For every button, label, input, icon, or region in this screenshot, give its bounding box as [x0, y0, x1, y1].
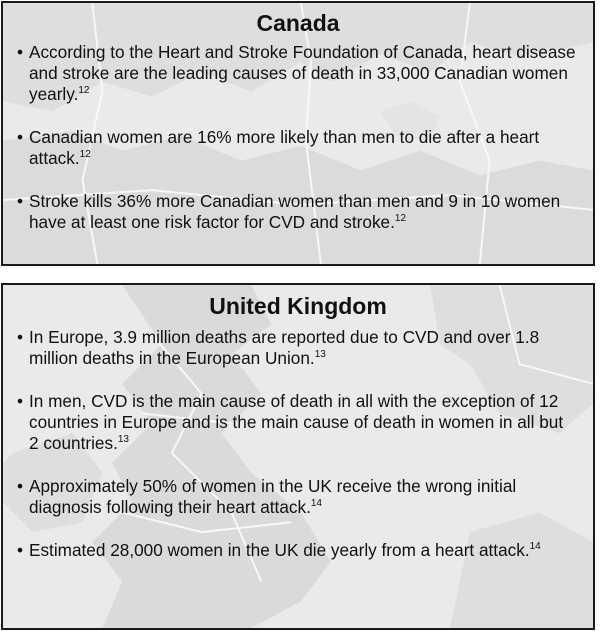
canada-bullet-2	[13, 127, 577, 169]
bullet-text: Estimated 28,000 women in the UK die yearly from a heart attack.	[29, 540, 530, 560]
bullet-dot: •	[17, 540, 24, 560]
bullet-text: In men, CVD is the main cause of death in all with the exception of 12 countries in Europe and is the main cause of death in women in all but 2 countries.	[29, 391, 564, 453]
uk-bullet-4	[13, 540, 577, 561]
uk-bullet-1	[13, 327, 577, 369]
uk-bullet-2	[13, 391, 577, 454]
bullet-text: Stroke kills 36% more Canadian women than men and 9 in 10 women have at least one risk factor for CVD and stroke.	[29, 191, 561, 232]
canada-bullet-1	[13, 42, 577, 105]
bullet-text: Approximately 50% of women in the UK receive the wrong initial diagnosis following their heart attack.	[29, 476, 517, 517]
bullet-dot: •	[17, 127, 24, 147]
canada-bullet-3	[13, 191, 577, 233]
reference-number: 13	[314, 349, 326, 360]
reference-number: 13	[117, 434, 129, 445]
united-kingdom-panel	[1, 283, 595, 630]
reference-number: 14	[529, 541, 541, 552]
bullet-text: According to the Heart and Stroke Foundation of Canada, heart disease and stroke are the leading causes of death in 33,000 Canadian women yearly.	[29, 42, 576, 104]
reference-number: 12	[394, 213, 407, 224]
canada-panel	[1, 1, 595, 266]
bullet-dot: •	[17, 191, 24, 211]
united-kingdom-title: United Kingdom	[209, 293, 387, 319]
bullet-dot: •	[17, 391, 24, 411]
uk-bullet-3	[13, 476, 577, 518]
bullet-dot: •	[17, 476, 24, 496]
reference-number: 14	[310, 498, 322, 509]
bullet-dot: •	[17, 42, 24, 62]
bullet-text: Canadian women are 16% more likely than men to die after a heart attack.	[29, 127, 540, 168]
uk-bullet-list	[3, 327, 593, 561]
reference-number: 12	[78, 85, 90, 96]
bullet-text: In Europe, 3.9 million deaths are reported due to CVD and over 1.8 million deaths in the European Union.	[29, 327, 540, 368]
canada-title: Canada	[256, 10, 340, 36]
canada-bullet-list	[3, 42, 593, 233]
reference-number: 12	[79, 149, 91, 160]
bullet-dot: •	[17, 327, 24, 347]
